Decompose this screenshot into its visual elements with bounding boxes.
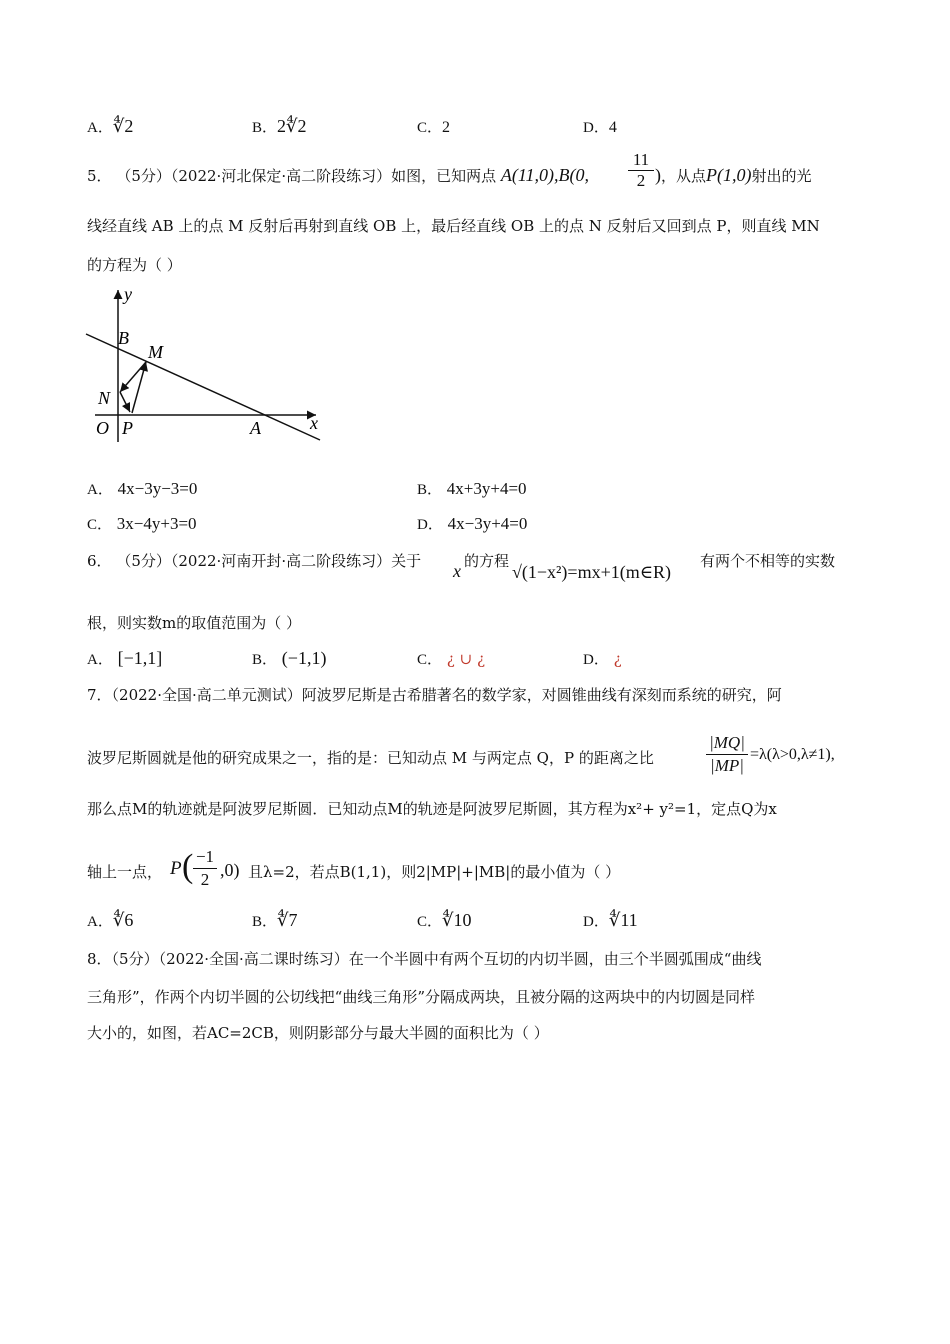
q4-option-c[interactable]: C．2: [417, 119, 451, 136]
q6-text2: 有两个不相等的实数: [700, 552, 836, 570]
label-p: P: [122, 418, 133, 438]
q4-option-b[interactable]: B．2∜2: [252, 116, 307, 136]
label-o: O: [96, 418, 109, 438]
q5-line3: 的方程为（ ）: [87, 256, 182, 274]
q8-line2: 三角形”，作两个内切半圆的公切线把“曲线三角形”分隔成两块，且被分隔的这两块中的内切圆是同样: [87, 988, 756, 1006]
q5-line1-tail: )，从点P(1,0)射出的光: [655, 165, 812, 185]
q7-option-b[interactable]: B．∜7: [252, 910, 298, 930]
q7-p-fraction: −1 2: [193, 846, 217, 891]
label-m: M: [148, 342, 163, 362]
q7-option-a[interactable]: A．∜6: [87, 910, 134, 930]
q5-option-a[interactable]: A． 4x−3y−3=0: [87, 479, 198, 498]
q8-line1: 8．（5分）（2022·全国·高二课时练习）在一个半圆中有两个互切的内切半圆，由三个半圆弧围成“曲线: [87, 950, 762, 968]
q6-option-c[interactable]: C． ¿ ∪ ¿: [417, 650, 485, 668]
q5-fraction: 11 2: [628, 150, 654, 191]
q7-line4-post: 且λ=2，若点B(1,1)，则2|MP|+|MB|的最小值为（ ）: [248, 863, 621, 881]
q7-paren-open: (: [182, 848, 194, 885]
label-n: N: [98, 388, 111, 408]
q8-line3: 大小的，如图，若AC=2CB，则阴影部分与最大半圆的面积比为（ ）: [87, 1024, 549, 1042]
q4-option-d[interactable]: D．4: [583, 119, 617, 136]
q7-option-c[interactable]: C．∜10: [417, 910, 472, 930]
q7-p-close: ,0): [220, 860, 240, 880]
q6-option-b[interactable]: B． (−1,1): [252, 648, 327, 668]
q6-line1: 6． （5分）（2022·河南开封·高二阶段练习）关于: [87, 552, 422, 570]
q5-figure: [80, 282, 330, 452]
q6-equation: √(1−x²)=mx+1(m∈R): [512, 562, 672, 582]
label-b: B: [118, 328, 129, 348]
q5-line1: 5． （5分）（2022·河北保定·高二阶段练习）如图，已知两点 A(11,0),B(0,: [87, 165, 590, 185]
label-y: y: [124, 284, 132, 304]
q5-line2: 线经直线 AB 上的点 M 反射后再射到直线 OB 上，最后经直线 OB 上的点 N 反射后又回到点 P，则直线 MN: [87, 217, 820, 235]
q4-option-a[interactable]: A．∜2: [87, 116, 134, 136]
q7-point-p: P: [170, 858, 182, 879]
q5-option-d[interactable]: D． 4x−3y+4=0: [417, 514, 528, 533]
q7-line3: 那么点M的轨迹就是阿波罗尼斯圆．已知动点M的轨迹是阿波罗尼斯圆，其方程为x²+ y²=1，定点Q为x: [87, 800, 777, 818]
ray-np: [120, 392, 130, 412]
label-a: A: [250, 418, 261, 438]
q5-option-c[interactable]: C． 3x−4y+3=0: [87, 514, 197, 533]
q5-option-b[interactable]: B． 4x+3y+4=0: [417, 479, 527, 498]
q6-text1: 的方程: [464, 552, 510, 570]
q7-line2-pre: 波罗尼斯圆就是他的研究成果之一，指的是：已知动点 M 与两定点 Q，P 的距离之比: [87, 749, 654, 767]
q7-line1: 7．（2022·全国·高二单元测试）阿波罗尼斯是古希腊著名的数学家，对圆锥曲线有深刻而系统的研究，阿: [87, 686, 782, 704]
q7-option-d[interactable]: D．∜11: [583, 910, 638, 930]
q7-lambda: =λ(λ>0,λ≠1),: [750, 746, 835, 763]
q6-option-d[interactable]: D． ¿: [583, 650, 622, 668]
q6-var-x: x: [453, 561, 461, 581]
q6-line2: 根，则实数m的取值范围为（ ）: [87, 614, 301, 632]
q7-line4-pre: 轴上一点，: [87, 863, 163, 881]
q6-option-a[interactable]: A． [−1,1]: [87, 648, 163, 668]
q7-ratio-fraction: |MQ| |MP|: [706, 732, 748, 777]
label-x: x: [310, 413, 318, 433]
